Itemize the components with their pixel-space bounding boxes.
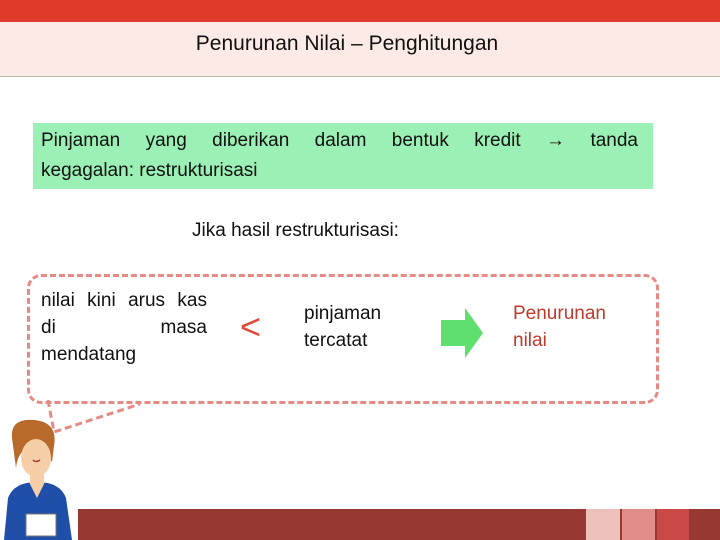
bottom-square-3: [657, 509, 689, 540]
present-value-line-3: mendatang: [41, 344, 137, 365]
impairment-result-line-1: Penurunan: [513, 303, 606, 324]
subheading: Jika hasil restrukturisasi:: [192, 220, 399, 241]
impairment-result-line-2: nilai: [513, 330, 547, 351]
carrying-amount-line-2: tercatat: [304, 330, 368, 351]
definition-line-1: Pinjaman yang diberikan dalam bentuk kredit → tanda: [41, 130, 638, 151]
carrying-amount-line-1: pinjaman: [304, 303, 382, 324]
presenter-woman-illustration: [0, 418, 78, 540]
bottom-square-2: [622, 509, 655, 540]
present-value-line-1: nilai kini arus kas: [41, 290, 207, 311]
bottom-square-1: [586, 509, 620, 540]
definition-line-2: kegagalan: restrukturisasi: [41, 160, 258, 181]
carrying-amount-text: [304, 300, 381, 354]
right-arrow-icon: [441, 308, 485, 358]
present-value-text: [41, 287, 207, 368]
top-accent-bar: [0, 0, 720, 22]
less-than-symbol: <: [240, 306, 262, 347]
slide-title: Penurunan Nilai – Penghitungan: [195, 32, 499, 55]
present-value-line-2: di masa: [41, 317, 207, 338]
impairment-result-text: [513, 300, 606, 354]
definition-box: [33, 123, 653, 189]
